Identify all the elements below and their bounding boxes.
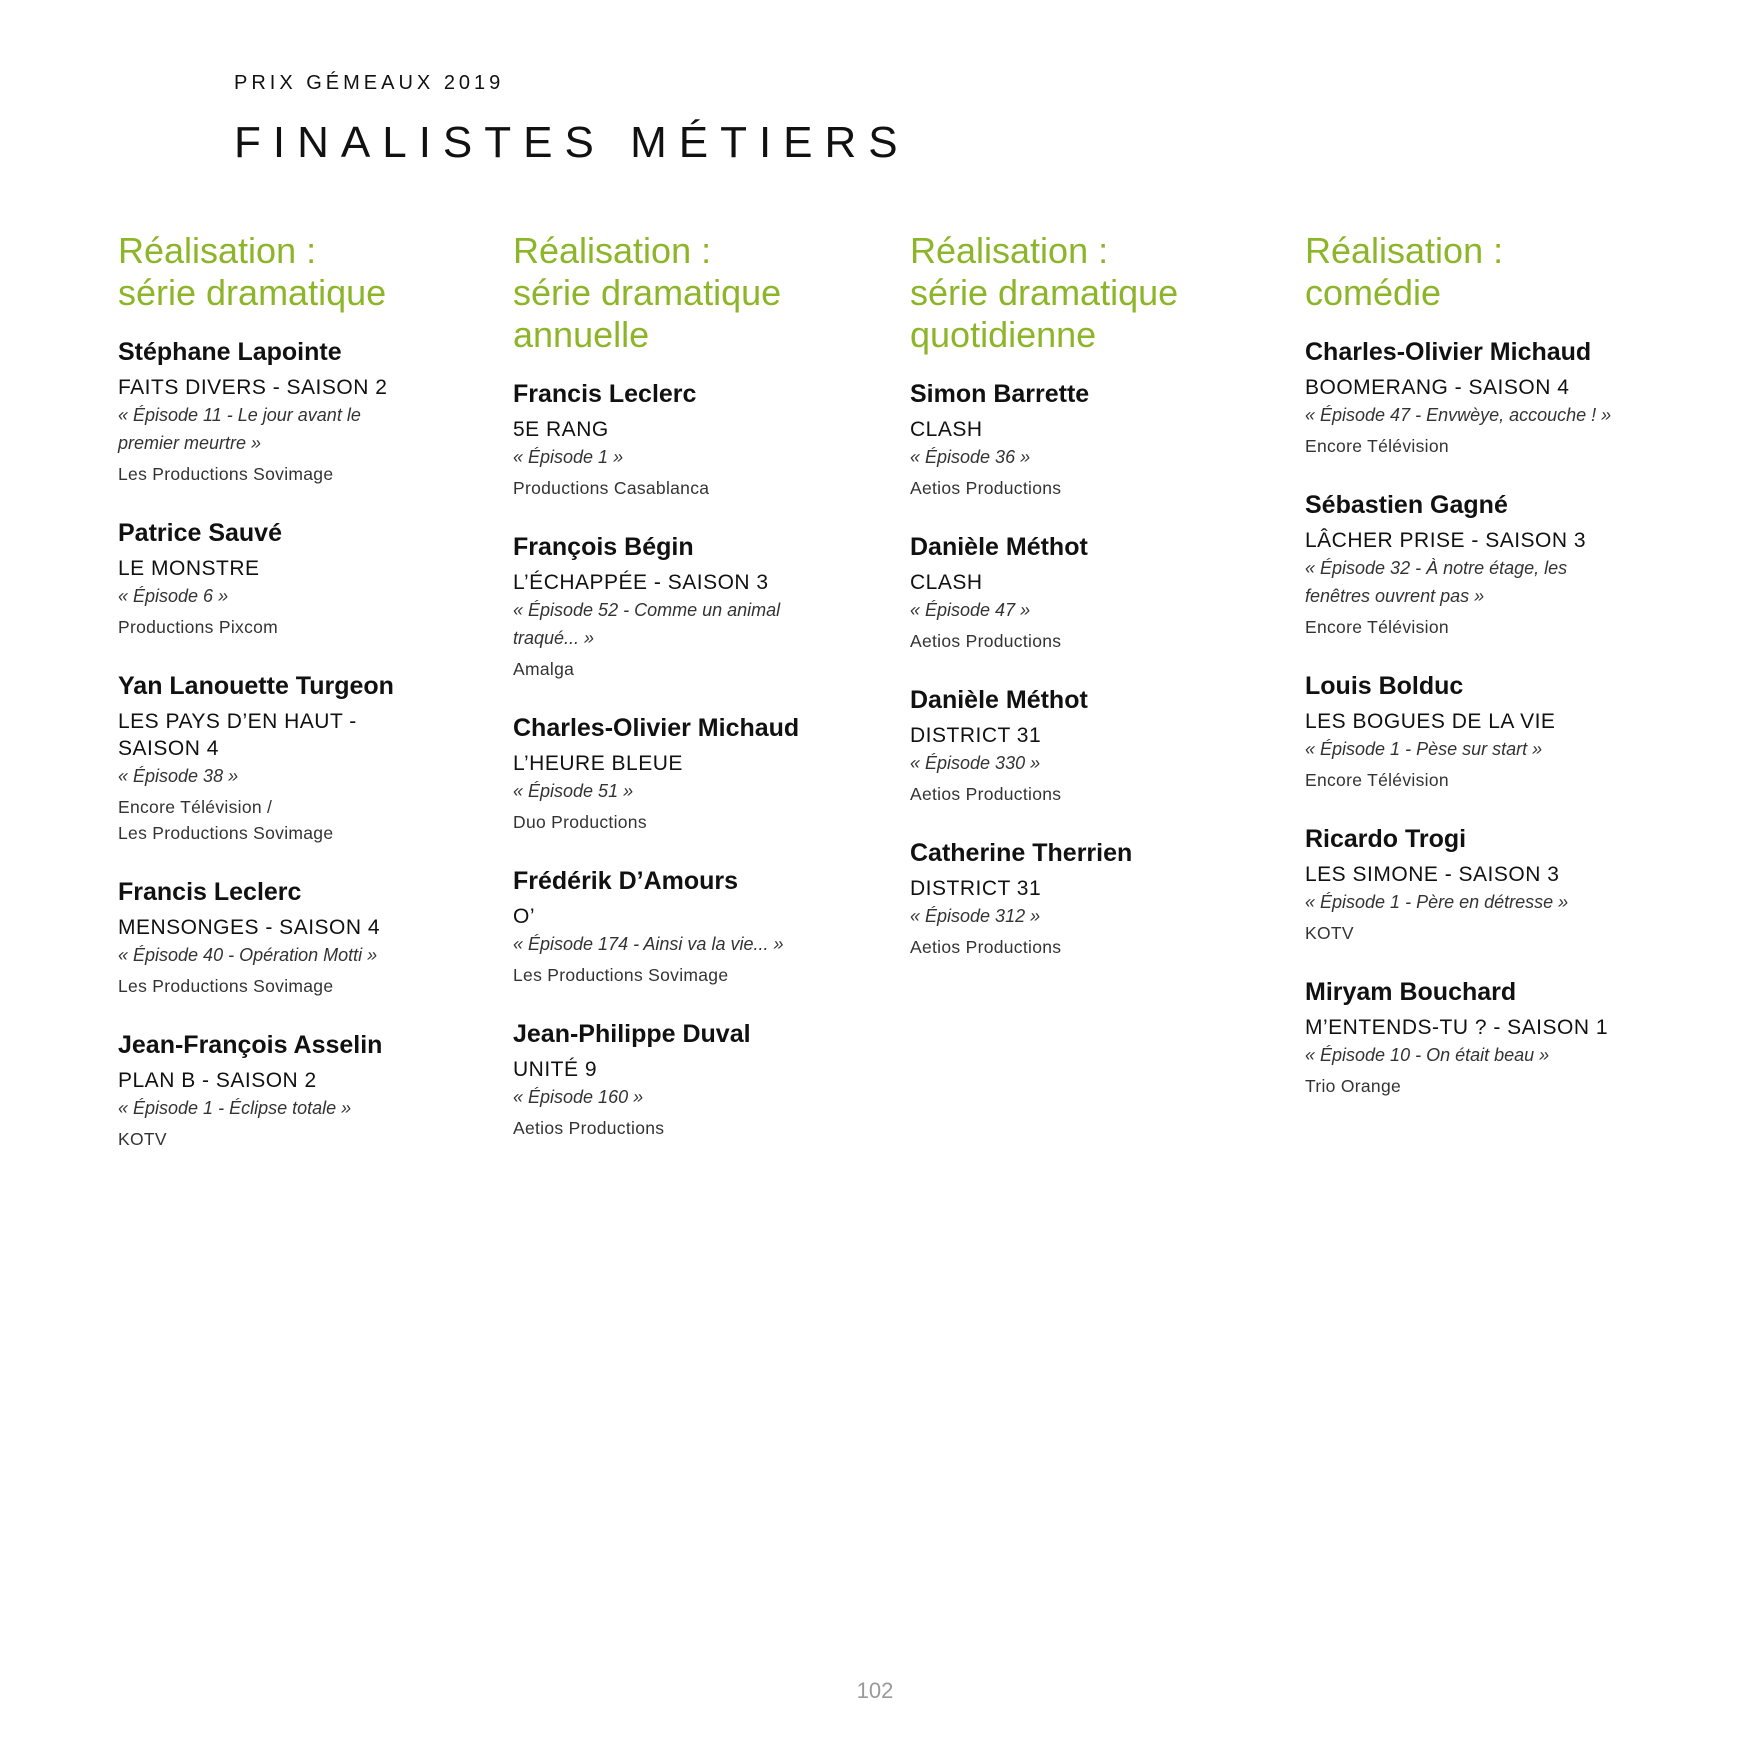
category-heading-line: Réalisation : [118, 230, 317, 271]
episode-line: « Épisode 32 - À notre étage, les [1305, 558, 1568, 578]
category-heading [910, 230, 1250, 356]
finalist-entry [1305, 976, 1645, 1099]
producer-name [1305, 433, 1645, 459]
show-title [1305, 861, 1645, 888]
page-number: 102 [856, 1678, 894, 1703]
show-line: M’ENTENDS-TU ? - SAISON 1 [1305, 1016, 1609, 1039]
show-title [118, 555, 458, 582]
show-title [513, 569, 853, 596]
episode-title [1305, 888, 1645, 916]
episode-title [118, 401, 458, 457]
episode-title [513, 930, 853, 958]
show-title [910, 875, 1250, 902]
finalist-entry [1305, 670, 1645, 793]
category-heading-line: Réalisation : [910, 230, 1109, 271]
show-line: CLASH [910, 571, 983, 594]
category-heading-line: annuelle [513, 314, 650, 355]
category-heading [1305, 230, 1645, 314]
producer-line: Encore Télévision [1305, 436, 1449, 456]
show-line: LES PAYS D’EN HAUT - [118, 710, 357, 733]
producer-line: Aetios Productions [910, 784, 1062, 804]
finalist-entry [1305, 823, 1645, 946]
producer-line: KOTV [1305, 923, 1354, 943]
finalist-name: Danièle Méthot [910, 533, 1088, 561]
show-line: SAISON 4 [118, 737, 219, 760]
producer-line: Aetios Productions [910, 937, 1062, 957]
episode-line: « Épisode 52 - Comme un animal [513, 600, 781, 620]
episode-line: « Épisode 51 » [513, 781, 634, 801]
show-title [910, 722, 1250, 749]
show-line: LES SIMONE - SAISON 3 [1305, 863, 1560, 886]
episode-title [118, 582, 458, 610]
show-title [1305, 708, 1645, 735]
episode-line: « Épisode 1 - Père en détresse » [1305, 892, 1569, 912]
episode-title [910, 902, 1250, 930]
producer-line: Aetios Productions [910, 478, 1062, 498]
episode-line: « Épisode 11 - Le jour avant le [118, 405, 361, 425]
producer-name [118, 1126, 458, 1152]
finalist-name: Danièle Méthot [910, 686, 1088, 714]
finalist-name: François Bégin [513, 533, 694, 561]
page-title: FINALISTES MÉTIERS [234, 118, 910, 167]
show-line: L’HEURE BLEUE [513, 752, 683, 775]
episode-title [910, 443, 1250, 471]
episode-line: « Épisode 174 - Ainsi va la vie... » [513, 934, 784, 954]
show-title [513, 903, 853, 930]
show-title [118, 708, 458, 762]
category-column [513, 230, 853, 1171]
finalist-name: Jean-François Asselin [118, 1031, 383, 1059]
show-line: MENSONGES - SAISON 4 [118, 916, 381, 939]
producer-line: Productions Pixcom [118, 617, 279, 637]
producer-line: Encore Télévision [1305, 770, 1449, 790]
episode-line: traqué... » [513, 628, 595, 648]
episode-title [910, 596, 1250, 624]
producer-line: Les Productions Sovimage [118, 464, 334, 484]
episode-title [118, 762, 458, 790]
category-column [910, 230, 1250, 990]
finalist-entry [118, 336, 458, 487]
producer-name [1305, 767, 1645, 793]
show-line: L’ÉCHAPPÉE - SAISON 3 [513, 571, 769, 594]
episode-line: « Épisode 38 » [118, 766, 239, 786]
show-title [513, 750, 853, 777]
producer-line: Duo Productions [513, 812, 647, 832]
episode-title [513, 777, 853, 805]
finalist-entry [513, 1018, 853, 1141]
show-title [513, 1056, 853, 1083]
category-heading-line: comédie [1305, 272, 1442, 313]
episode-line: « Épisode 1 » [513, 447, 624, 467]
episode-line: « Épisode 312 » [910, 906, 1041, 926]
finalist-name: Stéphane Lapointe [118, 338, 342, 366]
producer-line: Amalga [513, 659, 575, 679]
producer-name [513, 962, 853, 988]
episode-line: fenêtres ouvrent pas » [1305, 586, 1485, 606]
show-line: DISTRICT 31 [910, 724, 1042, 747]
show-line: O’ [513, 905, 535, 928]
finalist-name: Simon Barrette [910, 380, 1090, 408]
category-heading-line: Réalisation : [513, 230, 712, 271]
category-heading [118, 230, 458, 314]
producer-name [1305, 920, 1645, 946]
show-line: UNITÉ 9 [513, 1058, 598, 1081]
producer-line: Les Productions Sovimage [513, 965, 729, 985]
finalist-name: Yan Lanouette Turgeon [118, 672, 394, 700]
finalist-name: Francis Leclerc [118, 878, 302, 906]
episode-title [1305, 735, 1645, 763]
producer-name [513, 475, 853, 501]
finalist-entry [1305, 336, 1645, 459]
episode-line: « Épisode 1 - Éclipse totale » [118, 1098, 352, 1118]
producer-line: Productions Casablanca [513, 478, 710, 498]
show-title [118, 374, 458, 401]
producer-name [513, 809, 853, 835]
show-title [1305, 374, 1645, 401]
finalist-name: Ricardo Trogi [1305, 825, 1467, 853]
show-line: DISTRICT 31 [910, 877, 1042, 900]
producer-line: Les Productions Sovimage [118, 976, 334, 996]
episode-title [1305, 1041, 1645, 1069]
producer-name [118, 461, 458, 487]
finalist-name: Charles-Olivier Michaud [513, 714, 800, 742]
category-column [118, 230, 458, 1182]
episode-title [118, 941, 458, 969]
producer-line: Aetios Productions [513, 1118, 665, 1138]
finalist-name: Catherine Therrien [910, 839, 1133, 867]
category-heading-line: série dramatique [118, 272, 387, 313]
finalist-entry [910, 378, 1250, 501]
show-title [910, 416, 1250, 443]
category-heading [513, 230, 853, 356]
finalist-name: Sébastien Gagné [1305, 491, 1508, 519]
episode-line: « Épisode 47 » [910, 600, 1031, 620]
show-title [1305, 527, 1645, 554]
finalist-entry [118, 517, 458, 640]
episode-title [910, 749, 1250, 777]
finalist-entry [513, 531, 853, 682]
finalist-entry [118, 670, 458, 846]
episode-line: premier meurtre » [118, 433, 262, 453]
finalist-entry [1305, 489, 1645, 640]
show-line: 5E RANG [513, 418, 609, 441]
producer-name [118, 614, 458, 640]
finalist-entry [513, 378, 853, 501]
show-title [513, 416, 853, 443]
episode-line: « Épisode 1 - Pèse sur start » [1305, 739, 1543, 759]
show-line: CLASH [910, 418, 983, 441]
finalist-name: Charles-Olivier Michaud [1305, 338, 1592, 366]
producer-line: Trio Orange [1305, 1076, 1402, 1096]
producer-line: Encore Télévision / [118, 797, 273, 817]
finalist-name: Louis Bolduc [1305, 672, 1464, 700]
category-heading-line: série dramatique [513, 272, 782, 313]
producer-name [118, 973, 458, 999]
producer-name [910, 781, 1250, 807]
producer-name [1305, 614, 1645, 640]
category-column [1305, 230, 1645, 1129]
producer-line: Les Productions Sovimage [118, 823, 334, 843]
finalist-name: Patrice Sauvé [118, 519, 282, 547]
episode-title [1305, 554, 1645, 610]
category-heading-line: série dramatique [910, 272, 1179, 313]
show-line: LE MONSTRE [118, 557, 260, 580]
show-title [910, 569, 1250, 596]
producer-line: Encore Télévision [1305, 617, 1449, 637]
producer-line: Aetios Productions [910, 631, 1062, 651]
episode-line: « Épisode 10 - On était beau » [1305, 1045, 1550, 1065]
finalist-name: Francis Leclerc [513, 380, 697, 408]
episode-line: « Épisode 40 - Opération Motti » [118, 945, 378, 965]
producer-name [910, 934, 1250, 960]
episode-line: « Épisode 47 - Envwèye, accouche ! » [1305, 405, 1612, 425]
episode-title [1305, 401, 1645, 429]
episode-title [513, 1083, 853, 1111]
finalist-entry [910, 531, 1250, 654]
finalist-entry [118, 876, 458, 999]
category-heading-line: Réalisation : [1305, 230, 1504, 271]
show-title [118, 1067, 458, 1094]
episode-title [118, 1094, 458, 1122]
finalist-entry [910, 684, 1250, 807]
show-line: BOOMERANG - SAISON 4 [1305, 376, 1570, 399]
category-heading-line: quotidienne [910, 314, 1097, 355]
finalist-name: Miryam Bouchard [1305, 978, 1517, 1006]
show-title [118, 914, 458, 941]
finalist-name: Frédérik D’Amours [513, 867, 739, 895]
producer-name [513, 656, 853, 682]
show-line: PLAN B - SAISON 2 [118, 1069, 317, 1092]
producer-name [910, 628, 1250, 654]
producer-name [513, 1115, 853, 1141]
kicker: PRIX GÉMEAUX 2019 [234, 72, 505, 94]
show-line: LES BOGUES DE LA VIE [1305, 710, 1556, 733]
finalist-entry [118, 1029, 458, 1152]
finalist-name: Jean-Philippe Duval [513, 1020, 751, 1048]
producer-name [1305, 1073, 1645, 1099]
show-line: FAITS DIVERS - SAISON 2 [118, 376, 388, 399]
episode-title [513, 596, 853, 652]
episode-line: « Épisode 160 » [513, 1087, 644, 1107]
producer-name [118, 794, 458, 846]
finalist-entry [513, 865, 853, 988]
episode-line: « Épisode 330 » [910, 753, 1041, 773]
finalist-entry [513, 712, 853, 835]
show-title [1305, 1014, 1645, 1041]
producer-line: KOTV [118, 1129, 167, 1149]
episode-line: « Épisode 6 » [118, 586, 229, 606]
show-line: LÂCHER PRISE - SAISON 3 [1305, 529, 1587, 552]
episode-line: « Épisode 36 » [910, 447, 1031, 467]
producer-name [910, 475, 1250, 501]
episode-title [513, 443, 853, 471]
finalist-entry [910, 837, 1250, 960]
